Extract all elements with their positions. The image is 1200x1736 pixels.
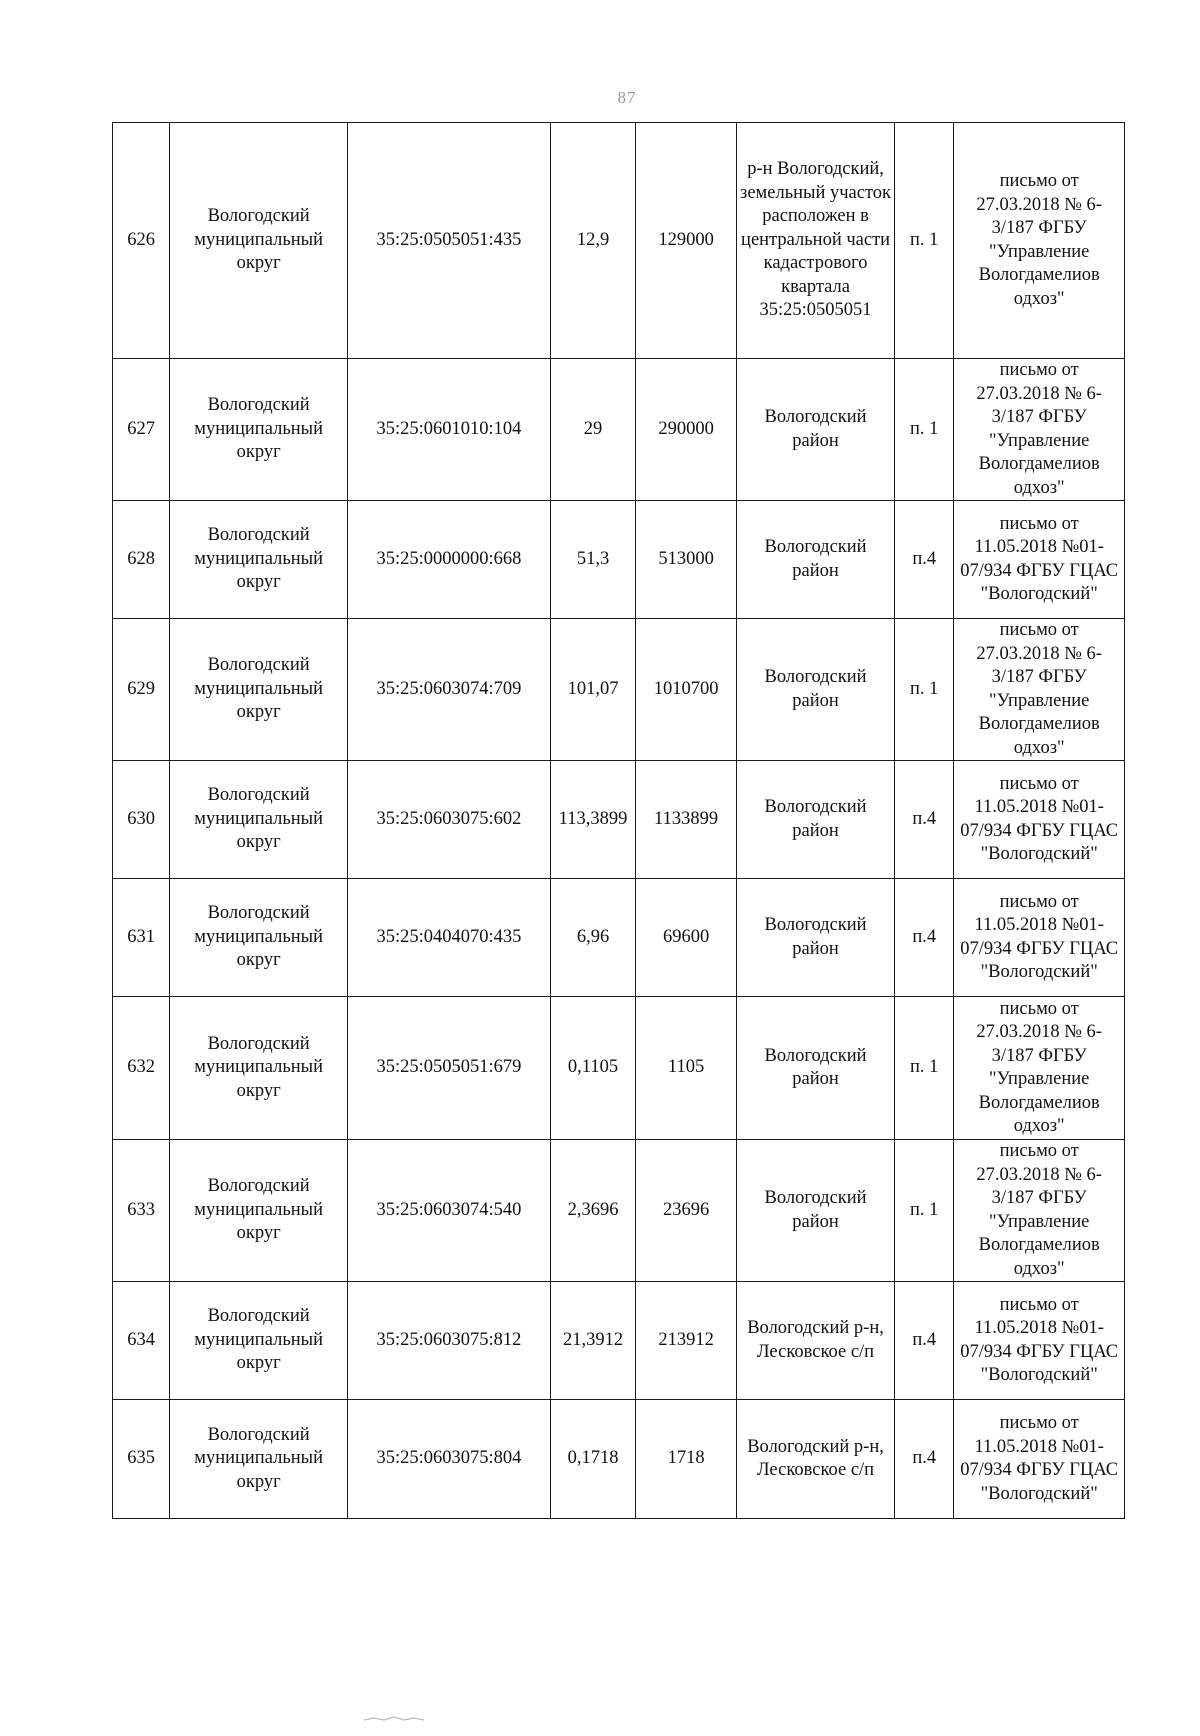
- area-ha-cell: 0,1105: [550, 997, 635, 1140]
- area-m2-cell: 1010700: [636, 619, 737, 761]
- area-ha-cell: 6,96: [550, 879, 635, 997]
- district-cell: Вологодский муниципальный округ: [170, 997, 348, 1140]
- cadastral-number-cell: 35:25:0505051:679: [348, 997, 551, 1140]
- cadastral-number-cell: 35:25:0603075:602: [348, 761, 551, 879]
- row-number: 626: [113, 123, 170, 359]
- table-row: [113, 997, 1125, 1140]
- area-m2-cell: 513000: [636, 501, 737, 619]
- land-plots-table: [112, 122, 1125, 1519]
- cadastral-number-cell: 35:25:0603075:804: [348, 1400, 551, 1519]
- clause-cell: п. 1: [895, 619, 954, 761]
- basis-cell: письмо от 27.03.2018 № 6-3/187 ФГБУ "Управление Вологдамелиов одхоз": [954, 123, 1125, 359]
- location-cell: Вологодский район: [737, 359, 895, 501]
- row-number: 630: [113, 761, 170, 879]
- row-number: 633: [113, 1140, 170, 1282]
- area-ha-cell: 21,3912: [550, 1282, 635, 1400]
- location-cell: Вологодский район: [737, 1140, 895, 1282]
- location-cell: Вологодский район: [737, 619, 895, 761]
- basis-cell: письмо от 11.05.2018 №01-07/934 ФГБУ ГЦАС "Вологодский": [954, 1282, 1125, 1400]
- location-cell: Вологодский р-н, Лесковское с/п: [737, 1400, 895, 1519]
- area-ha-cell: 101,07: [550, 619, 635, 761]
- location-cell: Вологодский район: [737, 997, 895, 1140]
- cadastral-number-cell: 35:25:0603074:709: [348, 619, 551, 761]
- table-row: [113, 501, 1125, 619]
- table-row: [113, 1400, 1125, 1519]
- district-cell: Вологодский муниципальный округ: [170, 501, 348, 619]
- clause-cell: п.4: [895, 1282, 954, 1400]
- area-m2-cell: 69600: [636, 879, 737, 997]
- area-m2-cell: 213912: [636, 1282, 737, 1400]
- page-number: 87: [617, 88, 637, 107]
- district-cell: Вологодский муниципальный округ: [170, 1282, 348, 1400]
- cadastral-number-cell: 35:25:0404070:435: [348, 879, 551, 997]
- table-row: [113, 1140, 1125, 1282]
- basis-cell: письмо от 11.05.2018 №01-07/934 ФГБУ ГЦАС "Вологодский": [954, 1400, 1125, 1519]
- table-row: [113, 123, 1125, 359]
- district-cell: Вологодский муниципальный округ: [170, 761, 348, 879]
- clause-cell: п. 1: [895, 123, 954, 359]
- location-cell: Вологодский район: [737, 501, 895, 619]
- row-number: 635: [113, 1400, 170, 1519]
- location-cell: Вологодский район: [737, 879, 895, 997]
- basis-cell: письмо от 27.03.2018 № 6-3/187 ФГБУ "Управление Вологдамелиов одхоз": [954, 359, 1125, 501]
- area-m2-cell: 1105: [636, 997, 737, 1140]
- area-ha-cell: 113,3899: [550, 761, 635, 879]
- row-number: 632: [113, 997, 170, 1140]
- row-number: 629: [113, 619, 170, 761]
- district-cell: Вологодский муниципальный округ: [170, 359, 348, 501]
- basis-cell: письмо от 27.03.2018 № 6-3/187 ФГБУ "Управление Вологдамелиов одхоз": [954, 1140, 1125, 1282]
- row-number: 627: [113, 359, 170, 501]
- area-ha-cell: 12,9: [550, 123, 635, 359]
- table-row: [113, 761, 1125, 879]
- row-number: 628: [113, 501, 170, 619]
- area-ha-cell: 29: [550, 359, 635, 501]
- clause-cell: п. 1: [895, 359, 954, 501]
- location-cell: р-н Вологодский, земельный участок расположен в центральной части кадастрового квартала 35:25:0505051: [737, 123, 895, 359]
- cadastral-number-cell: 35:25:0505051:435: [348, 123, 551, 359]
- basis-cell: письмо от 11.05.2018 №01-07/934 ФГБУ ГЦАС "Вологодский": [954, 761, 1125, 879]
- district-cell: Вологодский муниципальный округ: [170, 123, 348, 359]
- table-row: [113, 879, 1125, 997]
- area-m2-cell: 23696: [636, 1140, 737, 1282]
- area-ha-cell: 2,3696: [550, 1140, 635, 1282]
- area-m2-cell: 1133899: [636, 761, 737, 879]
- clause-cell: п. 1: [895, 997, 954, 1140]
- table-row: [113, 619, 1125, 761]
- clause-cell: п. 1: [895, 1140, 954, 1282]
- bottom-mark: [362, 1716, 432, 1722]
- table-row: [113, 359, 1125, 501]
- district-cell: Вологодский муниципальный округ: [170, 619, 348, 761]
- district-cell: Вологодский муниципальный округ: [170, 1140, 348, 1282]
- row-number: 631: [113, 879, 170, 997]
- clause-cell: п.4: [895, 501, 954, 619]
- basis-cell: письмо от 11.05.2018 №01-07/934 ФГБУ ГЦАС "Вологодский": [954, 501, 1125, 619]
- table-body: [113, 123, 1125, 1519]
- area-ha-cell: 0,1718: [550, 1400, 635, 1519]
- area-m2-cell: 290000: [636, 359, 737, 501]
- table-row: [113, 1282, 1125, 1400]
- cadastral-number-cell: 35:25:0603075:812: [348, 1282, 551, 1400]
- area-m2-cell: 129000: [636, 123, 737, 359]
- clause-cell: п.4: [895, 1400, 954, 1519]
- clause-cell: п.4: [895, 761, 954, 879]
- area-m2-cell: 1718: [636, 1400, 737, 1519]
- clause-cell: п.4: [895, 879, 954, 997]
- cadastral-number-cell: 35:25:0601010:104: [348, 359, 551, 501]
- cadastral-number-cell: 35:25:0603074:540: [348, 1140, 551, 1282]
- location-cell: Вологодский район: [737, 761, 895, 879]
- basis-cell: письмо от 11.05.2018 №01-07/934 ФГБУ ГЦАС "Вологодский": [954, 879, 1125, 997]
- location-cell: Вологодский р-н, Лесковское с/п: [737, 1282, 895, 1400]
- row-number: 634: [113, 1282, 170, 1400]
- district-cell: Вологодский муниципальный округ: [170, 879, 348, 997]
- cadastral-number-cell: 35:25:0000000:668: [348, 501, 551, 619]
- district-cell: Вологодский муниципальный округ: [170, 1400, 348, 1519]
- basis-cell: письмо от 27.03.2018 № 6-3/187 ФГБУ "Управление Вологдамелиов одхоз": [954, 997, 1125, 1140]
- area-ha-cell: 51,3: [550, 501, 635, 619]
- basis-cell: письмо от 27.03.2018 № 6-3/187 ФГБУ "Управление Вологдамелиов одхоз": [954, 619, 1125, 761]
